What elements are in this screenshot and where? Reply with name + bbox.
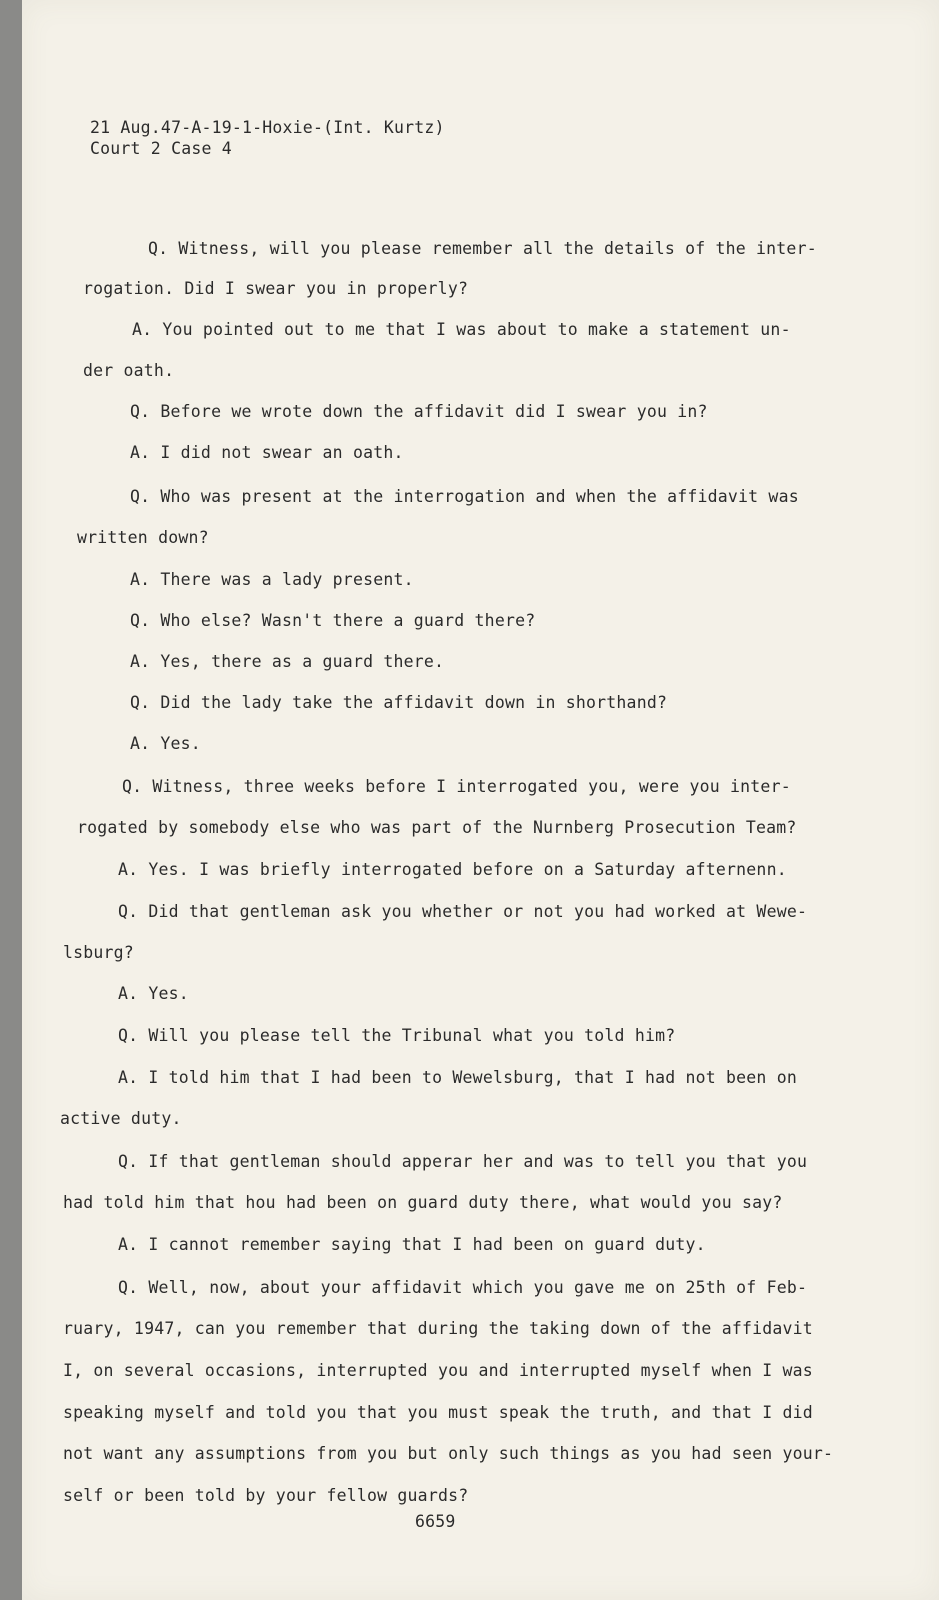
page-number: 6659 <box>415 1512 456 1531</box>
transcript-line: Q. If that gentleman should apperar her and was to tell you that you <box>118 1152 808 1171</box>
transcript-line: not want any assumptions from you but only such things as you had seen your- <box>63 1444 834 1463</box>
transcript-line: A. I cannot remember saying that I had been on guard duty. <box>118 1235 706 1254</box>
header-reference: 21 Aug.47-A-19-1-Hoxie-(Int. Kurtz) <box>90 118 445 137</box>
transcript-line: rogated by somebody else who was part of the Nurnberg Prosecution Team? <box>77 818 797 837</box>
transcript-line: Q. Who was present at the interrogation and when the affidavit was <box>130 487 799 506</box>
transcript-line: lsburg? <box>63 943 134 962</box>
transcript-line: A. Yes. <box>130 734 201 753</box>
document-page <box>22 0 939 1600</box>
transcript-line: A. I told him that I had been to Wewelsburg, that I had not been on <box>118 1068 797 1087</box>
transcript-line: Q. Before we wrote down the affidavit did I swear you in? <box>130 402 708 421</box>
transcript-line: Q. Did that gentleman ask you whether or not you had worked at Wewe- <box>118 902 808 921</box>
transcript-line: der oath. <box>83 361 175 380</box>
document-header <box>90 117 445 159</box>
transcript-line: Q. Who else? Wasn't there a guard there? <box>130 611 536 630</box>
transcript-line: A. Yes. <box>118 984 189 1003</box>
transcript-line: A. You pointed out to me that I was about to make a statement un- <box>132 320 791 339</box>
transcript-line: I, on several occasions, interrupted you and interrupted myself when I was <box>63 1361 813 1380</box>
header-court-case: Court 2 Case 4 <box>90 139 232 158</box>
transcript-line: A. I did not swear an oath. <box>130 443 404 462</box>
transcript-line: self or been told by your fellow guards? <box>63 1486 469 1505</box>
transcript-line: Q. Witness, will you please remember all the details of the inter- <box>148 239 817 258</box>
transcript-line: Q. Witness, three weeks before I interrogated you, were you inter- <box>122 777 791 796</box>
transcript-line: A. There was a lady present. <box>130 570 414 589</box>
transcript-line: rogation. Did I swear you in properly? <box>83 279 469 298</box>
transcript-line: had told him that hou had been on guard duty there, what would you say? <box>63 1193 783 1212</box>
transcript-line: Q. Did the lady take the affidavit down in shorthand? <box>130 693 668 712</box>
transcript-line: speaking myself and told you that you must speak the truth, and that I did <box>63 1403 813 1422</box>
transcript-line: written down? <box>77 528 209 547</box>
transcript-line: ruary, 1947, can you remember that during the taking down of the affidavit <box>63 1319 813 1338</box>
transcript-line: A. Yes. I was briefly interrogated before on a Saturday afternenn. <box>118 860 787 879</box>
transcript-line: Q. Will you please tell the Tribunal what you told him? <box>118 1026 676 1045</box>
transcript-line: A. Yes, there as a guard there. <box>130 652 445 671</box>
transcript-line: Q. Well, now, about your affidavit which you gave me on 25th of Feb- <box>118 1278 808 1297</box>
transcript-line: active duty. <box>60 1109 182 1128</box>
